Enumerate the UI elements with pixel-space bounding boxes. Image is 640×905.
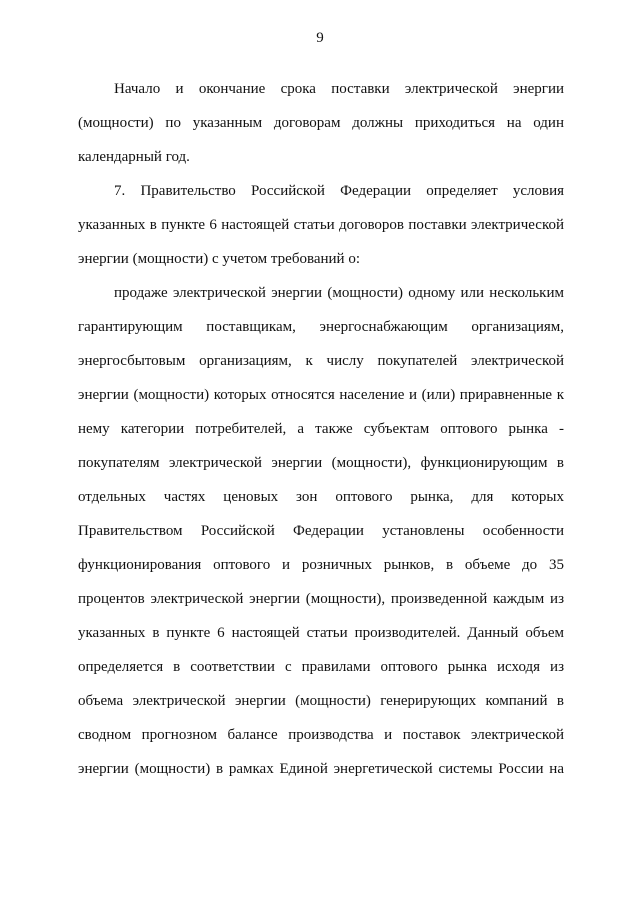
text-line: объема электрической энергии (мощности) генерирующих компаний в bbox=[78, 693, 564, 709]
page-number: 9 bbox=[316, 30, 324, 46]
paragraph-1 bbox=[78, 72, 564, 174]
text-line: Начало и окончание срока поставки электрической энергии bbox=[114, 81, 564, 97]
text-line: процентов электрической энергии (мощности), произведенной каждым из bbox=[78, 591, 564, 607]
text-line: нему категории потребителей, а также субъектам оптового рынка - bbox=[78, 421, 564, 437]
text-line: энергии (мощности) в рамках Единой энергетической системы России на bbox=[78, 761, 564, 777]
text-line: функционирования оптового и розничных рынков, в объеме до 35 bbox=[78, 557, 564, 573]
paragraph-2 bbox=[78, 174, 564, 276]
text-line: энергии (мощности) с учетом требований о: bbox=[78, 251, 360, 267]
text-line: отдельных частях ценовых зон оптового рынка, для которых bbox=[78, 489, 564, 505]
text-line: (мощности) по указанным договорам должны приходиться на один bbox=[78, 115, 564, 131]
text-line: сводном прогнозном балансе производства и поставок электрической bbox=[78, 727, 564, 743]
text-line: гарантирующим поставщикам, энергоснабжающим организациям, bbox=[78, 319, 564, 335]
text-line: 7. Правительство Российской Федерации определяет условия bbox=[114, 183, 564, 199]
text-line: Правительством Российской Федерации установлены особенности bbox=[78, 523, 564, 539]
text-line: определяется в соответствии с правилами оптового рынка исходя из bbox=[78, 659, 564, 675]
document-body bbox=[78, 72, 564, 786]
text-line: календарный год. bbox=[78, 149, 190, 165]
text-line: указанных в пункте 6 настоящей статьи договоров поставки электрической bbox=[78, 217, 564, 233]
text-line: энергии (мощности) которых относятся население и (или) приравненные к bbox=[78, 387, 564, 403]
paragraph-3 bbox=[78, 276, 564, 786]
text-line: продаже электрической энергии (мощности) одному или нескольким bbox=[114, 285, 564, 301]
text-line: покупателям электрической энергии (мощности), функционирующим в bbox=[78, 455, 564, 471]
text-line: указанных в пункте 6 настоящей статьи производителей. Данный объем bbox=[78, 625, 564, 641]
text-line: энергосбытовым организациям, к числу покупателей электрической bbox=[78, 353, 564, 369]
